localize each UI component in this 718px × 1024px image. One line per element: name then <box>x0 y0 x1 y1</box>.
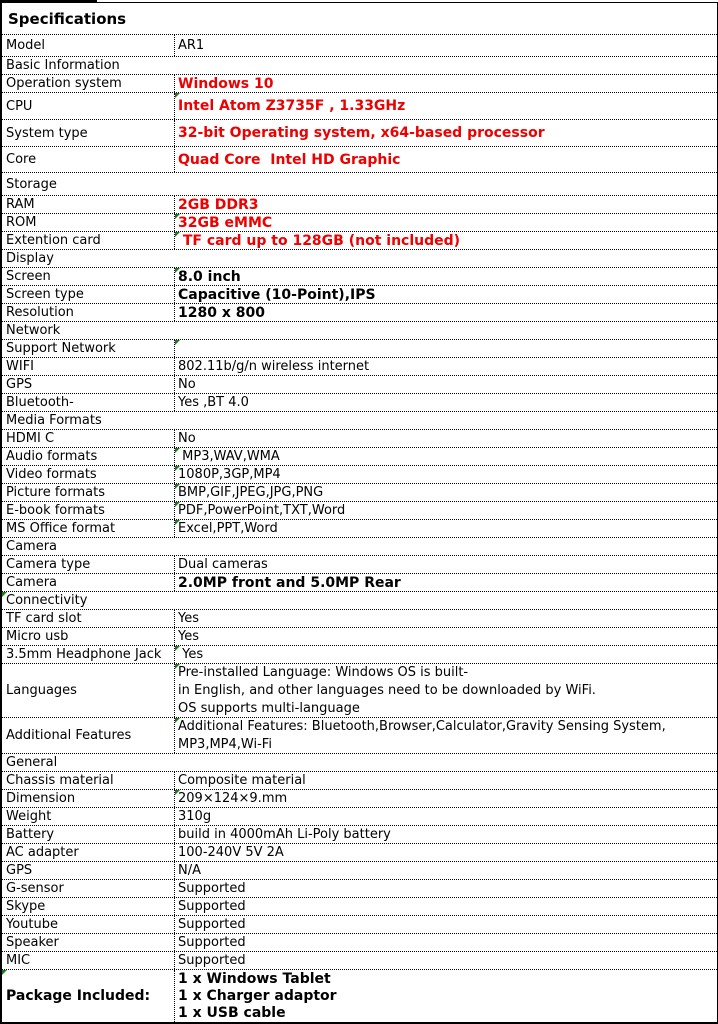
spec-row <box>2 484 717 502</box>
row-value <box>174 304 717 321</box>
spec-row <box>2 502 717 520</box>
row-value <box>174 286 717 303</box>
spec-row <box>2 286 717 304</box>
value-text: 1 x USB cable <box>178 1004 286 1021</box>
row-label: Picture formats <box>6 485 105 500</box>
row-label: Youtube <box>6 917 58 932</box>
value-text: Yes ,BT 4.0 <box>178 394 249 410</box>
section-row <box>2 538 717 556</box>
comment-marker-icon <box>2 592 7 597</box>
row-value <box>174 790 717 807</box>
row-value <box>174 340 717 357</box>
row-label: WIFI <box>6 359 34 374</box>
spec-row <box>2 718 717 754</box>
row-value <box>174 898 717 915</box>
row-value <box>174 916 717 933</box>
value-text: No <box>178 430 196 446</box>
spec-row <box>2 466 717 484</box>
table-title-row <box>2 3 717 35</box>
comment-marker-icon <box>175 448 180 453</box>
row-label: Audio formats <box>6 449 98 464</box>
value-text: Yes <box>178 628 199 644</box>
section-row <box>2 173 717 196</box>
row-value <box>174 826 717 843</box>
value-text: Supported <box>178 898 246 914</box>
row-label: System type <box>6 125 88 141</box>
row-label: AC adapter <box>6 845 79 860</box>
row-value <box>174 448 717 465</box>
comment-marker-icon <box>175 466 180 471</box>
value-text: Dual cameras <box>178 556 268 572</box>
row-value <box>174 196 717 213</box>
value-text: 32-bit Operating system, x64-based processor <box>178 125 545 141</box>
spec-row <box>2 448 717 466</box>
value-text: 100-240V 5V 2A <box>178 844 284 860</box>
value-text: Supported <box>178 880 246 896</box>
comment-marker-icon <box>175 93 180 98</box>
spec-row <box>2 880 717 898</box>
row-label: CPU <box>6 98 33 114</box>
row-label: Package Included: <box>6 988 151 1004</box>
row-value <box>174 268 717 285</box>
row-value <box>174 952 717 969</box>
spec-row <box>2 772 717 790</box>
spec-row <box>2 574 717 592</box>
specifications-table <box>0 2 718 1024</box>
value-text: Intel Atom Z3735F , 1.33GHz <box>178 98 406 114</box>
row-label: Extention card <box>6 233 101 248</box>
row-label: Core <box>6 152 37 167</box>
value-text: BMP,GIF,JPEG,JPG,PNG <box>178 484 324 500</box>
value-text: AR1 <box>178 37 205 53</box>
comment-marker-icon <box>175 232 180 237</box>
row-value <box>174 232 717 249</box>
row-label: Support Network <box>6 341 116 356</box>
value-text: 209×124×9.mm <box>178 790 288 806</box>
row-value <box>174 646 717 663</box>
section-label: Network <box>6 323 61 338</box>
page-title: Specifications <box>8 9 127 28</box>
row-label: 3.5mm Headphone Jack <box>6 647 162 662</box>
row-label: Battery <box>6 827 55 842</box>
spec-row <box>2 898 717 916</box>
spec-row <box>2 646 717 664</box>
value-text: TF card up to 128GB (not included) <box>178 232 461 249</box>
row-value <box>174 628 717 645</box>
value-text: 1080P,3GP,MP4 <box>178 466 281 482</box>
spec-row <box>2 628 717 646</box>
row-label: Skype <box>6 899 46 914</box>
row-label: Camera type <box>6 557 91 572</box>
value-text: Supported <box>178 916 246 932</box>
row-value <box>174 75 717 92</box>
section-label: General <box>6 755 58 770</box>
row-value <box>174 147 717 172</box>
row-label: GPS <box>6 377 33 392</box>
row-value <box>174 394 717 411</box>
row-label: Weight <box>6 809 52 824</box>
value-text: 1 x Charger adaptor <box>178 987 337 1004</box>
spec-row <box>2 376 717 394</box>
row-value <box>174 376 717 393</box>
row-value <box>174 934 717 951</box>
row-value <box>174 772 717 789</box>
value-text: Yes <box>178 646 204 662</box>
comment-marker-icon <box>175 718 180 723</box>
comment-marker-icon <box>175 214 180 219</box>
comment-marker-icon <box>175 268 180 273</box>
row-value <box>174 502 717 519</box>
section-row <box>2 250 717 268</box>
row-value <box>174 430 717 447</box>
row-label: HDMI C <box>6 431 55 446</box>
spec-row <box>2 35 717 57</box>
comment-marker-icon <box>175 664 180 669</box>
comment-marker-icon <box>175 502 180 507</box>
comment-marker-icon <box>175 484 180 489</box>
spec-row <box>2 430 717 448</box>
value-text: 310g <box>178 808 212 824</box>
row-value <box>174 484 717 501</box>
row-value <box>174 556 717 573</box>
value-text: MP3,MP4,Wi-Fi <box>178 736 272 752</box>
spec-row <box>2 214 717 232</box>
comment-marker-icon <box>175 340 180 345</box>
value-text: 802.11b/g/n wireless internet <box>178 358 370 374</box>
value-text: 2.0MP front and 5.0MP Rear <box>178 574 401 591</box>
value-text: Supported <box>178 952 246 968</box>
value-text: MP3,WAV,WMA <box>178 448 280 464</box>
comment-marker-icon <box>175 790 180 795</box>
row-label: ROM <box>6 215 37 230</box>
row-value <box>174 574 717 591</box>
section-label: Media Formats <box>6 413 102 428</box>
value-text: Excel,PPT,Word <box>178 520 278 536</box>
row-label: Bluetooth- <box>6 395 74 410</box>
row-label: Chassis material <box>6 773 114 788</box>
spec-row <box>2 358 717 376</box>
row-label: G-sensor <box>6 881 64 896</box>
value-text: Capacitive (10-Point),IPS <box>178 286 376 303</box>
spec-row <box>2 610 717 628</box>
row-label: Micro usb <box>6 629 69 644</box>
value-text: Composite material <box>178 772 306 788</box>
row-value <box>174 93 717 119</box>
row-label: Model <box>6 38 46 53</box>
spec-row <box>2 862 717 880</box>
row-label: Screen type <box>6 287 84 302</box>
section-row <box>2 322 717 340</box>
spec-row <box>2 196 717 214</box>
row-label: E-book formats <box>6 503 105 518</box>
spec-row <box>2 808 717 826</box>
row-label: Dimension <box>6 791 76 806</box>
row-value <box>174 664 717 717</box>
row-label: Screen <box>6 269 51 284</box>
row-label: Speaker <box>6 935 59 950</box>
value-text: Quad Core Intel HD Graphic <box>178 151 401 168</box>
row-value <box>174 35 717 56</box>
value-text: Windows 10 <box>178 75 274 92</box>
row-value <box>174 610 717 627</box>
section-label: Camera <box>6 539 58 554</box>
row-value <box>174 466 717 483</box>
value-text: 8.0 inch <box>178 268 241 285</box>
row-label: RAM <box>6 197 35 212</box>
comment-marker-icon <box>175 646 180 651</box>
spec-row <box>2 93 717 120</box>
section-label: Display <box>6 251 54 266</box>
comment-marker-icon <box>175 520 180 525</box>
section-label: Basic Information <box>6 58 120 73</box>
row-value <box>174 880 717 897</box>
spec-row <box>2 75 717 93</box>
spec-row <box>2 232 717 250</box>
row-value <box>174 718 717 753</box>
spec-row <box>2 520 717 538</box>
spec-row <box>2 664 717 718</box>
row-label: GPS <box>6 863 33 878</box>
row-label: Additional Features <box>6 728 132 743</box>
row-label: Video formats <box>6 467 97 482</box>
row-label: Resolution <box>6 305 74 320</box>
value-text: 32GB eMMC <box>178 214 273 231</box>
spec-row <box>2 120 717 147</box>
value-text: in English, and other languages need to be downloaded by WiFi. <box>178 682 596 698</box>
row-value <box>174 862 717 879</box>
spec-row <box>2 844 717 862</box>
row-value <box>174 520 717 537</box>
row-label: Operation system <box>6 76 122 91</box>
spec-row <box>2 790 717 808</box>
value-text: Additional Features: Bluetooth,Browser,Calculator,Gravity Sensing System, <box>178 718 666 734</box>
row-value <box>174 214 717 231</box>
top-edge-artifact <box>0 0 97 3</box>
value-text: build in 4000mAh Li-Poly battery <box>178 826 391 842</box>
comment-marker-icon <box>2 970 7 975</box>
value-text: N/A <box>178 862 201 878</box>
value-text: 2GB DDR3 <box>178 196 259 213</box>
spec-row <box>2 394 717 412</box>
value-text: Pre-installed Language: Windows OS is built- <box>178 664 469 680</box>
value-text: 1280 x 800 <box>178 304 265 321</box>
value-text: No <box>178 376 196 392</box>
value-text: 1 x Windows Tablet <box>178 970 331 987</box>
row-label: MS Office format <box>6 521 116 536</box>
spec-row <box>2 934 717 952</box>
row-label: MIC <box>6 953 31 968</box>
value-text: Yes <box>178 610 199 626</box>
row-label: TF card slot <box>6 611 82 626</box>
section-row <box>2 754 717 772</box>
spec-row <box>2 916 717 934</box>
spec-row <box>2 952 717 970</box>
value-text: Supported <box>178 934 246 950</box>
spec-row <box>2 556 717 574</box>
row-label: Camera <box>6 575 58 590</box>
spec-row <box>2 268 717 286</box>
section-row <box>2 57 717 75</box>
section-label: Storage <box>6 176 57 192</box>
spec-row <box>2 826 717 844</box>
row-value <box>174 120 717 146</box>
value-text: OS supports multi-language <box>178 700 360 716</box>
row-value <box>174 970 717 1022</box>
section-label: Connectivity <box>6 593 88 608</box>
row-value <box>174 808 717 825</box>
row-label: Languages <box>6 683 77 698</box>
spec-row <box>2 970 717 1022</box>
spec-row <box>2 340 717 358</box>
spec-row <box>2 147 717 173</box>
row-value <box>174 358 717 375</box>
section-row <box>2 412 717 430</box>
row-value <box>174 844 717 861</box>
spec-row <box>2 304 717 322</box>
value-text: PDF,PowerPoint,TXT,Word <box>178 502 346 518</box>
section-row <box>2 592 717 610</box>
